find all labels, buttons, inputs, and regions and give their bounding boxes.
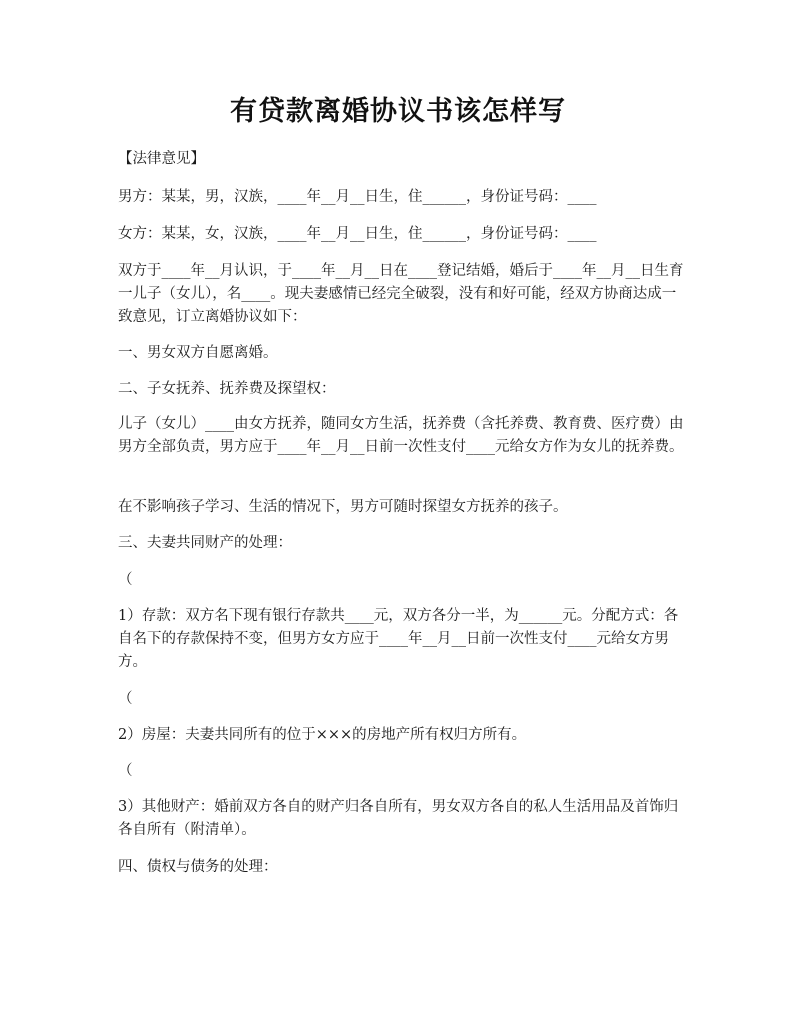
paragraph-child-custody: 儿子（女儿）____由女方抚养，随同女方生活，抚养费（含托养费、教育费、医疗费）由男方全部负责，男方应于____年__月__日前一次性支付____元给女方作为女儿的抚养费。 (118, 416, 684, 455)
paragraph-bracket-1: （ (118, 572, 133, 588)
paragraph-clause-1: 一、男女双方自愿离婚。 (118, 345, 278, 361)
paragraph-legal-opinion-heading: 【法律意见】 (118, 151, 205, 167)
paragraph-marriage-background: 双方于____年__月认识，于____年__月__日在____登记结婚，婚后于____年__月__日生育一儿子（女儿），名____。现夫妻感情已经完全破裂，没有和好可能，经双方协商达成一致意见，订立离婚协议如下： (118, 263, 684, 325)
paragraph-wife-info: 女方：某某，女，汉族，____年__月__日生，住______，身份证号码：____ (118, 226, 597, 242)
paragraph-clause-3-heading: 三、夫妻共同财产的处理： (118, 535, 292, 551)
paragraph-deposits: 1）存款：双方名下现有银行存款共____元，双方各分一半，为______元。分配方式：各自名下的存款保持不变，但男方女方应于____年__月__日前一次性支付____元给女方男方。 (118, 608, 679, 670)
paragraph-clause-2-heading: 二、子女抚养、抚养费及探望权： (118, 381, 336, 397)
paragraph-husband-info: 男方：某某，男，汉族，____年__月__日生，住______，身份证号码：____ (118, 189, 597, 205)
paragraph-clause-4-heading: 四、债权与债务的处理： (118, 859, 278, 875)
paragraph-visitation: 在不影响孩子学习、生活的情况下，男方可随时探望女方抚养的孩子。 (118, 499, 568, 515)
paragraph-house: 2）房屋：夫妻共同所有的位于×××的房地产所有权归方所有。 (118, 727, 527, 743)
paragraph-other-property: 3）其他财产：婚前双方各自的财产归各自所有，男女双方各自的私人生活用品及首饰归各自所有（附清单）。 (118, 799, 679, 838)
paragraph-bracket-2: （ (118, 691, 133, 707)
document-title: 有贷款离婚协议书该怎样写 (230, 96, 566, 127)
paragraph-bracket-3: （ (118, 763, 133, 779)
